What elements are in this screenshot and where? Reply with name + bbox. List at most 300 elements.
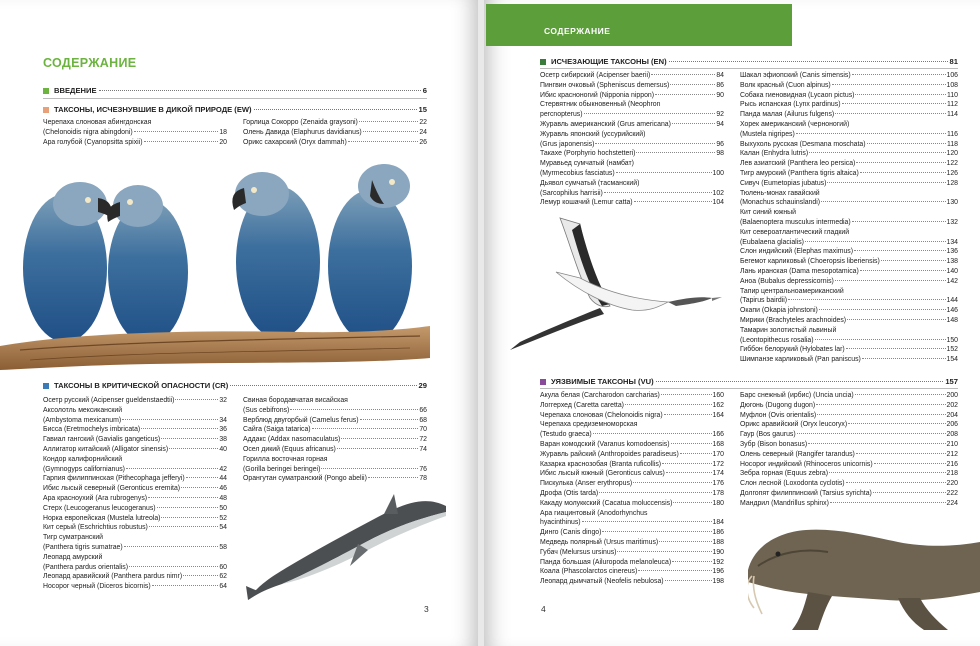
toc-entry-page: 50 <box>219 504 227 512</box>
toc-entry[interactable] <box>540 577 724 587</box>
toc-entry-page: 138 <box>946 258 958 266</box>
toc-entry-title: Гиббон белорукий (Hylobates lar) <box>740 346 845 354</box>
toc-entry[interactable] <box>43 514 227 524</box>
toc-entry-title: Зубр (Bison bonasus) <box>740 440 808 448</box>
toc-entry[interactable] <box>243 396 427 416</box>
toc-entry[interactable] <box>43 504 227 514</box>
toc-entry-page: 168 <box>712 440 724 448</box>
toc-entry[interactable] <box>540 401 724 411</box>
toc-entry-title: Олень северный (Rangifer tarandus) <box>740 450 855 458</box>
toc-entry-page: 180 <box>712 499 724 507</box>
toc-entry-latin: (Grus japonensis) <box>540 140 595 148</box>
toc-entry-title: Тигр амурский (Panthera tigris altaica) <box>740 169 859 177</box>
toc-entry-title: Рысь испанская (Lynx pardinus) <box>740 101 841 109</box>
toc-entry[interactable] <box>540 567 724 577</box>
toc-entry[interactable] <box>43 523 227 533</box>
toc-entry-page: 200 <box>946 392 958 399</box>
toc-entry-title: Долгопят филиппинский (Tarsius syrichta) <box>740 489 872 497</box>
toc-entry-title: Коала (Phascolarctos cinereus) <box>540 568 638 576</box>
toc-entry-title: Окапи (Okapia johnstoni) <box>740 307 818 315</box>
toc-entry[interactable] <box>740 411 958 421</box>
toc-entry-latin: percnopterus) <box>540 111 583 119</box>
toc-entry-title: Варан комодский (Varanus komodoensis) <box>540 440 670 448</box>
toc-entry-title: Леопард аравийский (Panthera pardus nimr) <box>43 573 183 581</box>
toc-column <box>740 391 958 509</box>
toc-entry-page: 132 <box>946 218 958 226</box>
header-title: СОДЕРЖАНИЕ <box>544 26 611 36</box>
toc-entry-title: Логгерхед (Caretta caretta) <box>540 401 624 409</box>
toc-entry-title: Волк красный (Cuon alpinus) <box>740 81 831 89</box>
section-page: 29 <box>418 381 427 390</box>
toc-entry[interactable] <box>740 316 958 326</box>
toc-entry-title: Зебра горная (Equus zebra) <box>740 470 829 478</box>
toc-entry[interactable] <box>43 445 227 455</box>
toc-entry[interactable] <box>43 425 227 435</box>
toc-entry[interactable] <box>243 425 427 435</box>
toc-entry[interactable] <box>740 189 958 209</box>
toc-entry-page: 210 <box>946 440 958 448</box>
toc-entry-page: 144 <box>946 297 958 305</box>
toc-entry[interactable] <box>740 110 958 120</box>
toc-entry-page: 62 <box>219 573 227 581</box>
toc-entry-page: 54 <box>219 524 227 532</box>
toc-entry-title: Аноа (Bubalus depressicornis) <box>740 277 834 285</box>
toc-column <box>43 118 227 147</box>
toc-entry-title: Черепаха средиземноморская <box>540 421 638 429</box>
toc-entry-latin: (Ambystoma mexicanum) <box>43 416 122 424</box>
left-page <box>0 0 478 646</box>
toc-entry-page: 22 <box>419 119 427 126</box>
toc-entry-page: 108 <box>946 81 958 89</box>
toc-entry-title: Казарка краснозобая (Branta ruficollis) <box>540 460 662 468</box>
toc-entry-page: 26 <box>419 138 427 146</box>
toc-entry-title: Гавиал гангский (Gavialis gangeticus) <box>43 436 161 444</box>
sturgeon-illustration <box>246 488 452 606</box>
toc-entry-title: Панда большая (Ailuropoda melanoleuca) <box>540 558 672 566</box>
toc-entry[interactable] <box>540 91 724 101</box>
toc-entry-title: Олень Давида (Elaphurus davidianus) <box>243 128 362 136</box>
parrot-4 <box>328 164 412 342</box>
toc-entry-page: 70 <box>419 426 427 434</box>
toc-entry-page: 52 <box>219 514 227 522</box>
toc-entry-page: 148 <box>946 316 958 324</box>
toc-entry-title: Леопард дымчатый (Neofelis nebulosa) <box>540 578 664 586</box>
toc-entry-title: Барс снежный (ирбис) (Uncia uncia) <box>740 392 854 399</box>
toc-entry[interactable] <box>740 140 958 150</box>
toc-entry-title: Горилла восточная горная <box>243 455 328 463</box>
toc-entry-page: 86 <box>716 81 724 89</box>
toc-entry[interactable] <box>740 440 958 450</box>
toc-entry[interactable] <box>540 450 724 460</box>
section-bullet-icon <box>43 383 49 389</box>
toc-entry-title: Тапир центральноамериканский <box>740 287 844 295</box>
toc-entry-page: 128 <box>946 179 958 187</box>
toc-entry-page: 134 <box>946 238 958 246</box>
toc-entry-title: Аксолотль мексиканский <box>43 406 123 414</box>
toc-entry-title: Ибис лысый северный (Geronticus eremita) <box>43 485 181 493</box>
toc-entry-page: 140 <box>946 267 958 275</box>
toc-entry[interactable] <box>740 120 958 140</box>
toc-entry[interactable] <box>540 469 724 479</box>
toc-entry-title: Горлица Сокорро (Zenaida graysoni) <box>243 119 358 126</box>
toc-entry-title: Кит североатлантический гладкий <box>740 228 850 236</box>
toc-entry-title: Бисса (Eretmochelys imbricata) <box>43 426 141 434</box>
toc-entry-page: 178 <box>712 489 724 497</box>
section-vu[interactable] <box>540 377 958 386</box>
parrot-1 <box>23 182 112 342</box>
toc-entry-page: 38 <box>219 436 227 444</box>
toc-entry-page: 96 <box>716 140 724 148</box>
section-label: УЯЗВИМЫЕ ТАКСОНЫ (VU) <box>551 377 654 386</box>
toc-entry-title: Сивуч (Eumetopias jubatus) <box>740 179 827 187</box>
toc-entry[interactable] <box>540 81 724 91</box>
toc-entry-page: 68 <box>419 416 427 424</box>
toc-entry-title: Норка европейская (Mustela lutreola) <box>43 514 161 522</box>
toc-entry[interactable] <box>740 91 958 101</box>
toc-entry[interactable] <box>540 420 724 440</box>
toc-entry[interactable] <box>243 416 427 426</box>
toc-entry-page: 192 <box>712 558 724 566</box>
toc-entry-latin: (Eubalaena glacialis) <box>740 238 804 246</box>
toc-entry-page: 202 <box>946 401 958 409</box>
toc-entry[interactable] <box>740 401 958 411</box>
toc-entry[interactable] <box>740 267 958 277</box>
toc-entry-title: Журавль японский (уссурийский) <box>540 130 646 138</box>
toc-entry-title: Слон индийский (Elephas maximus) <box>740 248 854 256</box>
toc-entry-title: Стервятник обыкновенный (Neophron <box>540 101 661 109</box>
toc-entry[interactable] <box>740 326 958 346</box>
toc-entry-page: 72 <box>419 436 427 444</box>
toc-entry[interactable] <box>540 440 724 450</box>
toc-entry-title: Хорек американский (черноногий) <box>740 120 850 128</box>
toc-entry-page: 122 <box>946 160 958 168</box>
toc-entry-page: 102 <box>712 189 724 197</box>
toc-entry[interactable] <box>740 345 958 355</box>
toc-entry-title: Шимпанзе карликовый (Pan paniscus) <box>740 356 861 364</box>
toc-entry-title: Аддакс (Addax nasomaculatus) <box>243 436 341 444</box>
toc-entry-latin: (Myrmecobius fasciatus) <box>540 169 615 177</box>
toc-entry-title: Дрофа (Otis tarda) <box>540 489 599 497</box>
toc-entry-page: 188 <box>712 538 724 546</box>
toc-entry-page: 174 <box>712 470 724 478</box>
toc-entry-page: 20 <box>219 138 227 146</box>
toc-entry-page: 224 <box>946 499 958 507</box>
toc-entry-page: 32 <box>219 397 227 404</box>
toc-entry-title: Такахе (Porphyrio hochstetteri) <box>540 150 636 158</box>
toc-entry-page: 46 <box>219 485 227 493</box>
toc-entry[interactable] <box>540 100 724 120</box>
section-cr[interactable] <box>43 381 427 390</box>
toc-entry-page: 40 <box>219 445 227 453</box>
toc-entry-page: 220 <box>946 480 958 488</box>
toc-entry-latin: (Sarcophilus harrisii) <box>540 189 603 197</box>
toc-entry[interactable] <box>243 455 427 475</box>
toc-entry-title: Осетр русский (Acipenser gueldenstaedtii) <box>43 397 175 404</box>
toc-entry[interactable] <box>540 159 724 179</box>
toc-entry-latin: (Tapirus bairdii) <box>740 297 788 305</box>
toc-entry[interactable] <box>540 548 724 558</box>
section-page: 15 <box>418 105 427 114</box>
toc-entry[interactable] <box>43 396 227 406</box>
toc-entry-latin: (Chelonoidis nigra abingdoni) <box>43 128 133 136</box>
page-number: 4 <box>541 604 546 614</box>
toc-entry[interactable] <box>43 484 227 494</box>
toc-entry-page: 166 <box>712 431 724 439</box>
komodo-dragon-illustration <box>748 522 980 632</box>
toc-entry[interactable] <box>243 435 427 445</box>
toc-entry[interactable] <box>540 130 724 150</box>
toc-column <box>243 118 427 147</box>
toc-entry-title: Пискулька (Anser erythropus) <box>540 480 633 488</box>
toc-entry[interactable] <box>243 474 427 484</box>
toc-entry-title: Выхухоль русская (Desmana moschata) <box>740 140 866 148</box>
toc-entry-title: Осел дикий (Equus africanus) <box>243 445 336 453</box>
toc-entry[interactable] <box>740 287 958 307</box>
page-title: СОДЕРЖАНИЕ <box>43 56 137 70</box>
toc-entry-page: 154 <box>946 356 958 364</box>
toc-entry-latin: (Testudo graeca) <box>540 431 592 439</box>
toc-entry-latin: (Gorilla beringei beringei) <box>243 465 321 473</box>
toc-entry-page: 186 <box>712 529 724 537</box>
toc-entry[interactable] <box>43 582 227 592</box>
toc-entry-page: 118 <box>947 140 958 148</box>
toc-entry[interactable] <box>540 149 724 159</box>
toc-entry[interactable] <box>740 420 958 430</box>
toc-entry[interactable] <box>540 509 724 529</box>
toc-entry-title: Акула белая (Carcharodon carcharias) <box>540 392 660 399</box>
toc-entry-title: Журавль райский (Anthropoides paradiseus) <box>540 450 679 458</box>
section-label: ИСЧЕЗАЮЩИЕ ТАКСОНЫ (EN) <box>551 57 667 66</box>
crane-illustration <box>500 214 722 354</box>
toc-entry[interactable] <box>540 120 724 130</box>
toc-entry[interactable] <box>540 71 724 81</box>
toc-entry[interactable] <box>740 469 958 479</box>
toc-entry-title: Какаду молуккский (Cacatua moluccensis) <box>540 499 673 507</box>
toc-entry[interactable] <box>243 118 427 128</box>
toc-entry[interactable] <box>740 81 958 91</box>
section-bullet-icon <box>43 107 49 113</box>
parrot-2 <box>107 185 188 344</box>
toc-entry-page: 126 <box>946 169 958 177</box>
toc-entry[interactable] <box>540 489 724 499</box>
toc-entry-latin: (Sus cebifrons) <box>243 406 290 414</box>
toc-entry-page: 114 <box>947 111 958 119</box>
page-number: 3 <box>424 604 429 614</box>
toc-entry-title: Осетр сибирский (Acipenser baerii) <box>540 72 651 79</box>
toc-entry-page: 92 <box>716 111 724 119</box>
toc-entry[interactable] <box>540 479 724 489</box>
toc-entry-page: 116 <box>947 130 958 138</box>
section-en[interactable] <box>540 57 958 66</box>
toc-entry-title: Тигр суматранский <box>43 534 104 542</box>
toc-entry-page: 98 <box>716 150 724 158</box>
toc-entry[interactable] <box>243 128 427 138</box>
toc-column <box>43 396 227 592</box>
toc-entry-title: Стерх (Leucogeranus leucogeranus) <box>43 504 156 512</box>
toc-entry-title: Ибис лысый южный (Geronticus calvus) <box>540 470 665 478</box>
toc-entry[interactable] <box>540 538 724 548</box>
toc-entry[interactable] <box>43 406 227 426</box>
toc-entry-title: Сайга (Saiga tatarica) <box>243 426 311 434</box>
toc-entry[interactable] <box>43 455 227 475</box>
toc-entry[interactable] <box>43 533 227 553</box>
toc-entry-title: Калан (Enhydra lutris) <box>740 150 809 158</box>
right-page <box>484 0 980 646</box>
toc-entry-title: Лань иранская (Dama mesopotamica) <box>740 267 859 275</box>
toc-entry-title: Пингвин очковый (Spheniscus demersus) <box>540 81 670 89</box>
toc-entry-title: Бегемот карликовый (Choeropsis liberiensis) <box>740 258 880 266</box>
toc-entry[interactable] <box>740 208 958 228</box>
toc-entry-title: Муравьед сумчатый (намбат) <box>540 160 634 168</box>
toc-entry-page: 36 <box>219 426 227 434</box>
section-ew[interactable] <box>43 105 427 114</box>
toc-entry[interactable] <box>43 474 227 484</box>
toc-entry[interactable] <box>740 430 958 440</box>
toc-entry[interactable] <box>740 71 958 81</box>
toc-entry-title: Шакал эфиопский (Canis simensis) <box>740 72 851 79</box>
section-page: 157 <box>945 377 958 386</box>
toc-entry[interactable] <box>243 445 427 455</box>
toc-entry-title: Медведь полярный (Ursus maritimus) <box>540 538 659 546</box>
toc-entry[interactable] <box>740 257 958 267</box>
toc-entry-title: Дьявол сумчатый (тасманский) <box>540 179 640 187</box>
toc-column <box>243 396 427 484</box>
toc-entry[interactable] <box>740 247 958 257</box>
toc-entry-page: 112 <box>947 101 958 109</box>
toc-entry[interactable] <box>740 159 958 169</box>
toc-column <box>740 71 958 365</box>
section-intro[interactable] <box>43 86 427 95</box>
toc-entry-page: 162 <box>712 401 724 409</box>
toc-entry[interactable] <box>740 460 958 470</box>
toc-entry[interactable] <box>43 118 227 138</box>
toc-entry-latin: (Panthera pardus orientalis) <box>43 563 129 571</box>
toc-entry[interactable] <box>740 355 958 365</box>
toc-entry[interactable] <box>740 499 958 509</box>
toc-entry[interactable] <box>740 479 958 489</box>
toc-entry-title: Кондор калифорнийский <box>43 455 123 463</box>
toc-entry[interactable] <box>740 149 958 159</box>
toc-entry-title: Гарпия филиппинская (Pithecophaga jefferyi) <box>43 475 185 483</box>
toc-entry-title: Лемур кошачий (Lemur catta) <box>540 199 633 207</box>
toc-entry[interactable] <box>740 277 958 287</box>
toc-entry-page: 204 <box>946 411 958 419</box>
toc-entry-title: Динго (Canis dingo) <box>540 529 602 537</box>
toc-entry-title: Муфлон (Ovis orientalis) <box>740 411 817 419</box>
toc-entry-page: 106 <box>946 72 958 79</box>
toc-entry[interactable] <box>740 391 958 401</box>
spix-macaw-illustration <box>0 146 430 372</box>
toc-entry-title: Носорог индийский (Rhinoceros unicornis) <box>740 460 873 468</box>
toc-entry-page: 190 <box>712 548 724 556</box>
toc-entry-title: Носорог черный (Diceros bicornis) <box>43 583 151 591</box>
section-label: ТАКСОНЫ, ИСЧЕЗНУВШИЕ В ДИКОЙ ПРИРОДЕ (EW) <box>54 105 252 114</box>
toc-entry-latin: (Panthera tigris sumatrae) <box>43 543 123 551</box>
toc-entry[interactable] <box>43 553 227 573</box>
toc-entry-latin: hyacinthinus) <box>540 519 581 527</box>
toc-entry-title: Ара гиацинтовый (Anodorhynchus <box>540 509 648 517</box>
toc-entry-page: 130 <box>946 199 958 207</box>
toc-entry[interactable] <box>740 169 958 179</box>
toc-entry-page: 66 <box>419 406 427 414</box>
toc-entry[interactable] <box>540 558 724 568</box>
toc-entry-page: 222 <box>946 489 958 497</box>
section-page: 81 <box>949 57 958 66</box>
toc-entry[interactable] <box>43 435 227 445</box>
toc-entry-latin: (Gymnogyps californianus) <box>43 465 125 473</box>
toc-entry[interactable] <box>740 179 958 189</box>
toc-entry-title: Орангутан суматранский (Pongo abelii) <box>243 475 367 483</box>
toc-entry-title: Журавль американский (Grus americana) <box>540 120 671 128</box>
toc-entry[interactable] <box>740 306 958 316</box>
toc-entry[interactable] <box>540 198 724 208</box>
section-bullet-icon <box>540 379 546 385</box>
toc-entry-page: 84 <box>716 72 724 79</box>
toc-entry-page: 208 <box>946 431 958 439</box>
toc-entry-page: 34 <box>219 416 227 424</box>
toc-entry-title: Свиная бородавчатая висайская <box>243 397 348 404</box>
toc-entry-page: 212 <box>946 450 958 458</box>
toc-entry-page: 94 <box>716 120 724 128</box>
toc-entry-page: 218 <box>946 470 958 478</box>
toc-entry-title: Черепаха слоновая (Chelonoidis nigra) <box>540 411 663 419</box>
toc-entry-page: 136 <box>946 248 958 256</box>
toc-entry-title: Орикс сахарский (Oryx dammah) <box>243 138 347 146</box>
toc-entry-title: Собака гиеновидная (Lycaon pictus) <box>740 91 855 99</box>
toc-entry-page: 176 <box>712 480 724 488</box>
toc-entry-page: 60 <box>219 563 227 571</box>
toc-entry-latin: (Balaenoptera musculus intermedia) <box>740 218 851 226</box>
toc-entry[interactable] <box>740 489 958 499</box>
toc-entry[interactable] <box>740 450 958 460</box>
toc-entry-title: Тюлень-монах гавайский <box>740 189 820 197</box>
toc-column <box>540 71 724 208</box>
toc-entry[interactable] <box>540 411 724 421</box>
toc-entry[interactable] <box>540 499 724 509</box>
toc-entry-title: Орикс аравийский (Oryx leucoryx) <box>740 421 848 429</box>
toc-entry-page: 42 <box>219 465 227 473</box>
toc-entry-page: 170 <box>712 450 724 458</box>
toc-entry-page: 120 <box>946 150 958 158</box>
toc-entry-page: 44 <box>219 475 227 483</box>
toc-entry[interactable] <box>540 528 724 538</box>
toc-entry-page: 146 <box>946 307 958 315</box>
toc-entry[interactable] <box>540 179 724 199</box>
toc-entry-title: Ибис красноногий (Nipponia nippon) <box>540 91 655 99</box>
toc-entry[interactable] <box>540 460 724 470</box>
section-page: 6 <box>422 86 427 95</box>
toc-entry[interactable] <box>43 494 227 504</box>
toc-entry-page: 160 <box>712 392 724 399</box>
toc-entry-title: Кит серый (Eschrichtius robustus) <box>43 524 148 532</box>
toc-entry-title: Верблюд двугорбый (Camelus ferus) <box>243 416 359 424</box>
toc-entry[interactable] <box>740 228 958 248</box>
toc-entry-page: 18 <box>219 128 227 136</box>
toc-entry-page: 58 <box>219 543 227 551</box>
toc-entry-page: 24 <box>419 128 427 136</box>
toc-entry-latin: (Mustela nigripes) <box>740 130 795 138</box>
toc-entry-title: Черепаха слоновая абингдонская <box>43 119 152 126</box>
header-bar <box>486 4 792 46</box>
toc-entry[interactable] <box>43 572 227 582</box>
toc-entry[interactable] <box>540 391 724 401</box>
toc-entry-page: 104 <box>712 199 724 207</box>
toc-entry-page: 48 <box>219 494 227 502</box>
toc-entry-title: Кит синий южный <box>740 209 796 217</box>
toc-entry-page: 198 <box>712 578 724 586</box>
toc-entry[interactable] <box>740 100 958 110</box>
toc-entry-title: Лев азиатский (Panthera leo persica) <box>740 160 856 168</box>
